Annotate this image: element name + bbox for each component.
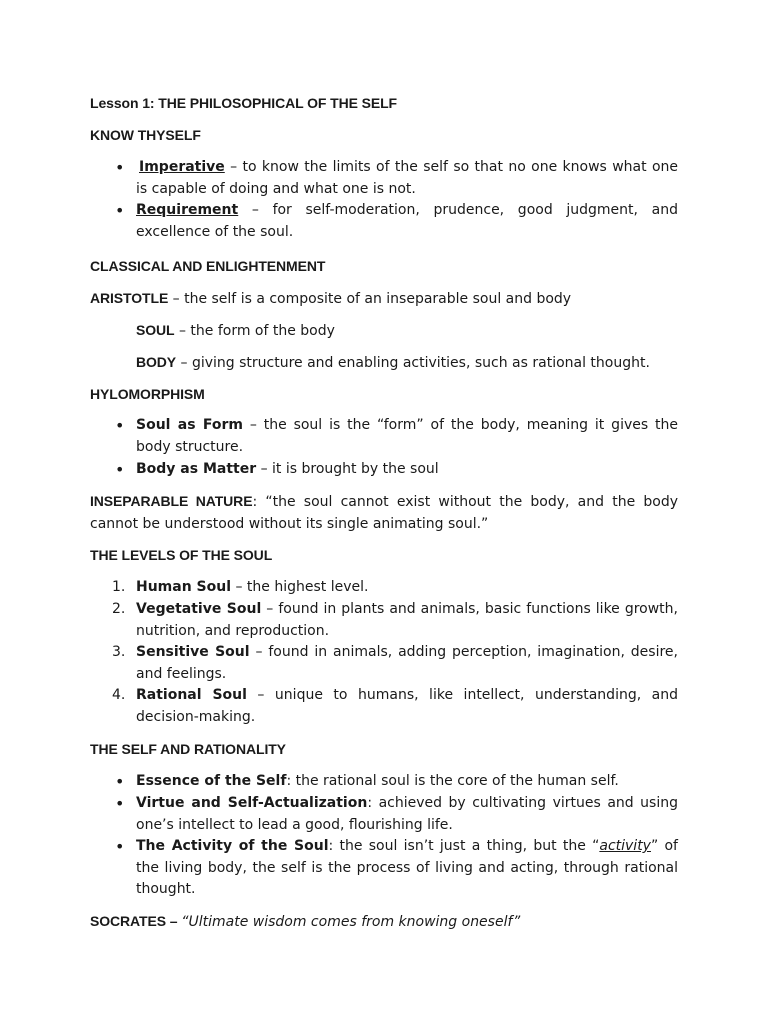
heading-self-rationality: THE SELF AND RATIONALITY <box>90 741 286 757</box>
term-rational-soul: Rational Soul <box>136 687 247 703</box>
bullet-icon: • <box>115 158 125 177</box>
list-item <box>90 157 678 200</box>
bullet-icon: • <box>115 201 125 220</box>
body-definition: BODY – giving structure and enabling activities, such as rational thought. <box>136 354 650 371</box>
term-sensitive-soul: Sensitive Soul <box>136 644 250 660</box>
term-body-as-matter: Body as Matter <box>136 461 257 477</box>
quote-text: “Ultimate wisdom comes from knowing oneself” <box>181 914 521 930</box>
term-virtue-self-actualization: Virtue and Self-Actualization <box>136 795 368 811</box>
list-item: • Essence of the Self: the rational soul is the core of the human self. <box>115 772 619 791</box>
heading-classical: CLASSICAL AND ENLIGHTENMENT <box>90 258 326 274</box>
term-body: BODY <box>136 354 177 370</box>
term-inseparable-nature: INSEPARABLE NATURE <box>90 493 253 509</box>
list-item: • Soul as Form – the soul is the “form” of the body, meaning it gives the body structure. <box>115 416 678 455</box>
list-item <box>90 200 678 243</box>
list-item: 4. Rational Soul – unique to humans, like intellect, understanding, and decision-making. <box>112 687 679 725</box>
term-essence-of-self: Essence of the Self <box>136 773 287 789</box>
term-soul-as-form: Soul as Form <box>136 417 243 433</box>
term-imperative: Imperative <box>139 159 225 175</box>
aristotle-paragraph: ARISTOTLE – the self is a composite of an inseparable soul and body <box>90 290 572 307</box>
bullet-icon: • <box>115 416 125 435</box>
bullet-icon: • <box>115 772 125 791</box>
heading-hylomorphism: HYLOMORPHISM <box>90 386 205 402</box>
term-activity-of-soul: The Activity of the Soul <box>136 838 329 854</box>
list-item: 3. Sensitive Soul – found in animals, adding perception, imagination, desire, and feelings. <box>112 644 678 682</box>
soul-definition: SOUL – the form of the body <box>136 322 335 339</box>
list-item: • Body as Matter – it is brought by the soul <box>115 460 439 479</box>
bullet-icon: • <box>115 460 125 479</box>
term-vegetative-soul: Vegetative Soul <box>136 601 262 617</box>
term-aristotle: ARISTOTLE <box>90 290 169 306</box>
list-item: 1. Human Soul – the highest level. <box>112 579 369 595</box>
heading-levels-of-soul: THE LEVELS OF THE SOUL <box>90 547 273 563</box>
heading-know-thyself: KNOW THYSELF <box>90 127 201 143</box>
list-item: • Virtue and Self-Actualization: achieved by cultivating virtues and using one’s intellect to lead a good, flourishing life. <box>115 794 678 833</box>
term-requirement: Requirement <box>136 202 239 218</box>
term-soul: SOUL <box>136 322 175 338</box>
bullet-icon: • <box>115 794 125 813</box>
emphasis-activity: activity <box>599 838 651 854</box>
item-text: – to know the limits of the self so that no one knows what one is capable of doing and what one is not. <box>136 159 678 197</box>
bullet-icon: • <box>115 837 125 856</box>
socrates-quote <box>90 911 678 934</box>
list-item: • The Activity of the Soul: the soul isn’t just a thing, but the “activity” of the living body, the self is the process of living and acting, through rational thought. <box>115 837 678 897</box>
term-human-soul: Human Soul <box>136 579 232 595</box>
item-text: – for self-moderation, prudence, good judgment, and excellence of the soul. <box>136 202 678 240</box>
lesson-title: Lesson 1: THE PHILOSOPHICAL OF THE SELF <box>90 95 397 111</box>
inseparable-nature-paragraph: INSEPARABLE NATURE: “the soul cannot exist without the body, and the body cannot be understood without its single animating soul.” <box>90 493 678 532</box>
term-socrates: SOCRATES – <box>90 913 182 929</box>
list-item: 2. Vegetative Soul – found in plants and animals, basic functions like growth, nutrition, and reproduction. <box>112 601 678 639</box>
